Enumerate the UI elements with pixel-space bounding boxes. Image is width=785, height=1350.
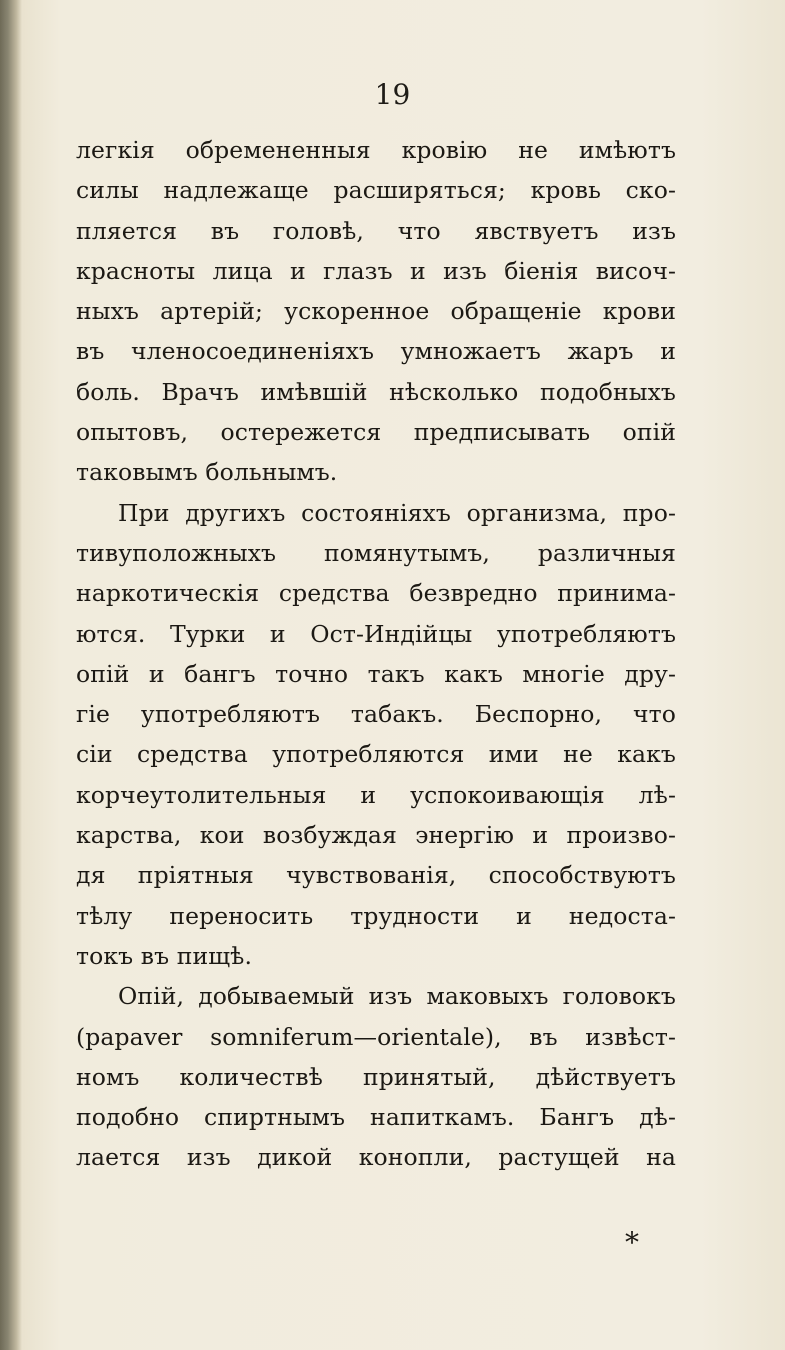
text-line: корчеутолительныя и успокоивающія лѣ- [76, 780, 676, 809]
text-line: (papaver somniferum—orientale), въ извѣст- [76, 1022, 676, 1051]
text-line: дя пріятныя чувствованія, способствуютъ [76, 861, 676, 890]
binding-edge [0, 0, 22, 1350]
body-text [76, 130, 676, 1178]
text-line: красноты лица и глазъ и изъ біенія височ- [76, 256, 676, 285]
text-line: Опій, добываемый изъ маковыхъ головокъ [118, 982, 676, 1011]
text-line: токъ въ пищѣ. [76, 941, 253, 970]
text-line: силы надлежаще расширяться; кровь ско- [76, 176, 676, 205]
text-line: пляется въ головѣ, что явствуетъ изъ [76, 216, 676, 245]
text-line: наркотическія средства безвредно принима- [76, 579, 676, 608]
text-line: ются. Турки и Ост-Индійцы употребляютъ [76, 619, 676, 648]
text-line: лается изъ дикой конопли, растущей на [76, 1143, 676, 1172]
text-line: ныхъ артерій; ускоренное обращеніе крови [76, 297, 676, 326]
text-line: тивуположныхъ помянутымъ, различныя [76, 538, 676, 567]
text-line: гіе употребляютъ табакъ. Беспорно, что [76, 700, 676, 729]
page-number: 19 [374, 78, 411, 111]
text-line: подобно спиртнымъ напиткамъ. Бангъ дѣ- [76, 1103, 676, 1132]
text-line: легкія обремененныя кровію не имѣютъ [76, 136, 676, 164]
text-line: карства, кои возбуждая энергію и произво- [76, 821, 676, 850]
text-line: тѣлу переносить трудности и недоста- [76, 901, 676, 930]
text-line: опытовъ, остережется предписывать опій [76, 418, 676, 447]
text-line: въ членосоединеніяхъ умножаетъ жаръ и [76, 337, 676, 366]
text-line: номъ количествѣ принятый, дѣйствуетъ [76, 1062, 676, 1091]
text-line: таковымъ больнымъ. [76, 458, 338, 487]
text-line: опій и бангъ точно такъ какъ многіе дру- [76, 659, 676, 688]
text-line: боль. Врачъ имѣвшій нѣсколько подобныхъ [76, 377, 676, 406]
catchword-asterisk: * [625, 1226, 639, 1259]
text-line: При другихъ состояніяхъ организма, про- [118, 498, 676, 527]
text-line: сіи средства употребляются ими не какъ [76, 740, 676, 769]
